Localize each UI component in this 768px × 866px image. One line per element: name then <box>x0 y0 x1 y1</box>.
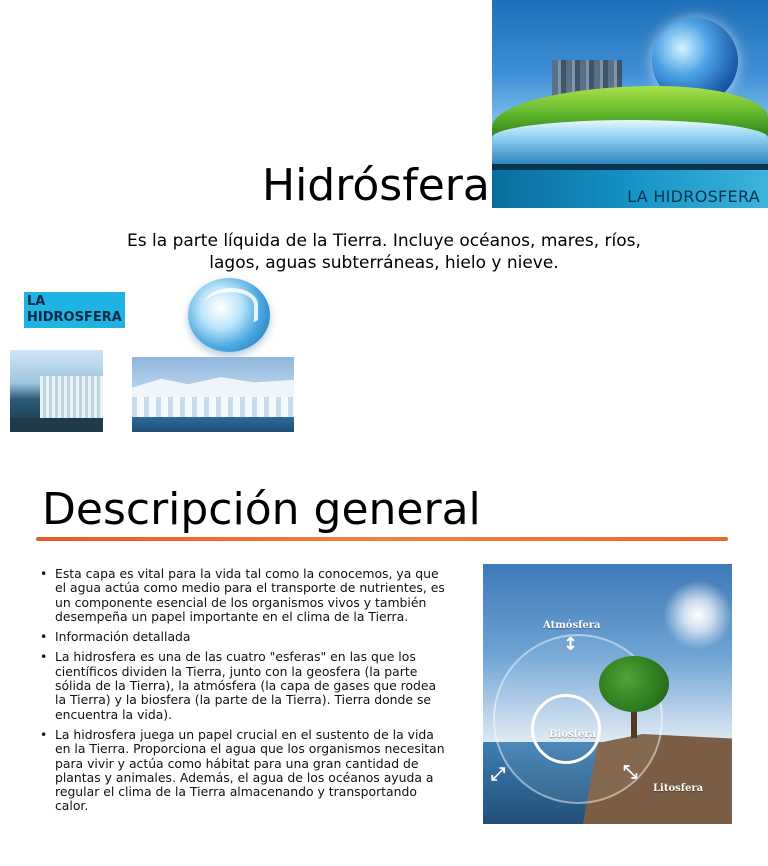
tree-illustration <box>599 656 669 712</box>
water-splash-illustration <box>492 120 768 164</box>
hero-banner-text: LA HIDROSFERA <box>627 187 760 206</box>
hero-image <box>492 0 768 208</box>
hero-banner <box>492 164 768 208</box>
title-underline <box>36 537 728 541</box>
bullet-dot-icon: • <box>40 726 48 742</box>
bullet-dot-icon: • <box>40 649 48 665</box>
waterfall-water <box>40 376 103 418</box>
section-title: Descripción general <box>42 484 481 535</box>
bullet-item <box>38 567 450 624</box>
bullet-text: La hidrosfera juega un papel crucial en el sustento de la vida en la Tierra. Proporciona el agua que los organismos necesitan para vivir y actúa como hábitat para una gran cantidad de plantas y animales. Además, el agua de los océanos ayuda a regular el clima de la Tierra almacenando y transportando calor. <box>55 726 445 814</box>
diagonal-arrow-icon: ⤢ <box>491 764 506 785</box>
glacier-ice-face <box>132 397 294 417</box>
bullet-item <box>38 728 450 814</box>
atmosfera-label: Atmósfera <box>543 620 601 631</box>
biosfera-label: Biosfera <box>549 729 596 740</box>
waterfall-image <box>10 350 103 432</box>
slide-subtitle: Es la parte líquida de la Tierra. Incluye océanos, mares, ríos, lagos, aguas subterráneas, hielo y nieve. <box>127 231 641 273</box>
spheres-diagram-image <box>483 564 732 824</box>
bullet-dot-icon: • <box>40 629 48 645</box>
litosfera-label: Litosfera <box>653 783 704 794</box>
slide-title: Hidrósfera <box>262 160 490 211</box>
diagonal-arrow-icon: ⤡ <box>623 762 638 783</box>
hidrosfera-label <box>24 292 125 328</box>
bullet-dot-icon: • <box>40 566 48 581</box>
bullet-text: Información detallada <box>55 629 191 645</box>
waterfall-base <box>10 418 103 432</box>
up-down-arrow-icon: ↕ <box>563 634 579 655</box>
water-globe-image <box>188 278 270 352</box>
bullet-item <box>38 630 450 644</box>
glacier-image <box>132 357 294 432</box>
water-wave-illustration <box>204 288 258 322</box>
bullet-list <box>38 567 450 820</box>
label-line-2: HIDROSFERA <box>27 310 122 325</box>
sun-glow-illustration <box>663 580 732 650</box>
bullet-text: La hidrosfera es una de las cuatro "esferas" en las que los científicos dividen la Tierra, junto con la geosfera (la parte sólida de la Tierra), la atmósfera (la capa de gases que rodea la Tierra) y la biosfera (la parte de la Tierra). Tierra donde se encuentra la vida). <box>55 649 437 722</box>
bullet-item <box>38 650 450 721</box>
bullet-text: Esta capa es vital para la vida tal como la conocemos, ya que el agua actúa como medio para el transporte de nutrientes, es un componente esencial de los organismos vivos y también desempeña un papel importante en el clima de la Tierra. <box>55 566 445 624</box>
label-line-1: LA <box>27 294 46 309</box>
